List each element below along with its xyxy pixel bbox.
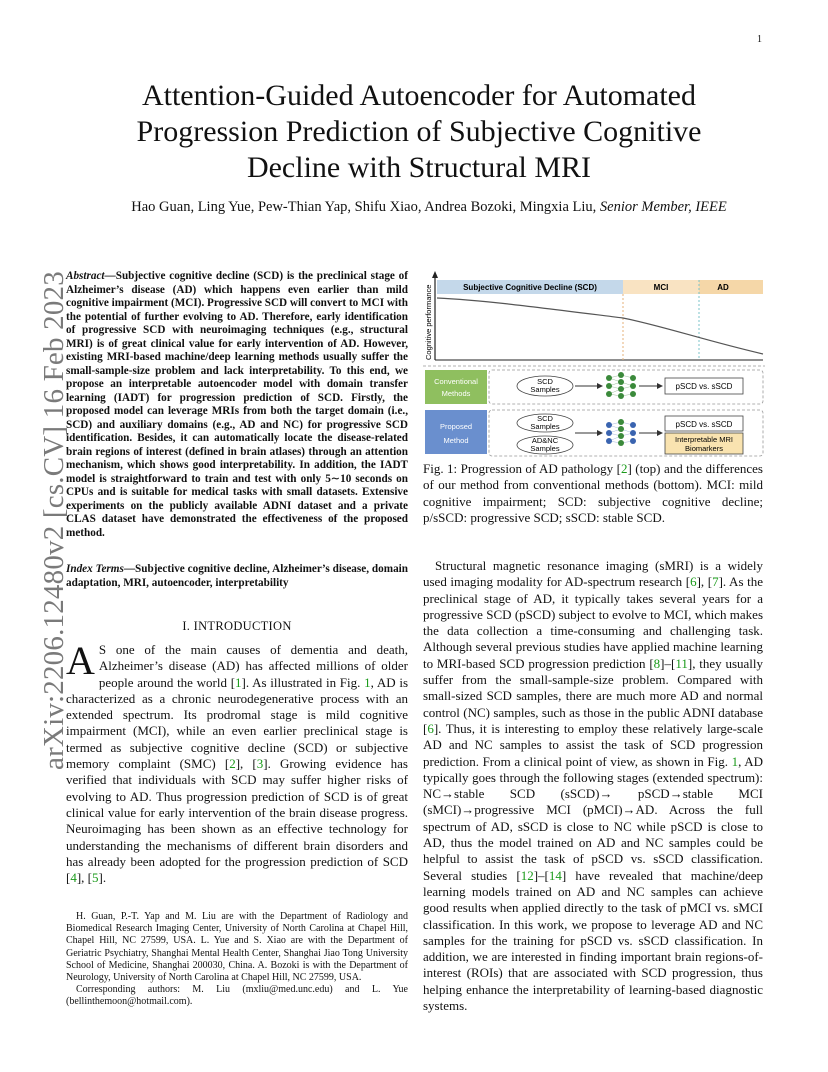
scd-samples-label-1: SCD bbox=[537, 414, 553, 423]
citation-link[interactable]: 3 bbox=[256, 756, 264, 772]
proposed-label-1: Proposed bbox=[439, 422, 473, 431]
citation-link[interactable]: 14 bbox=[548, 867, 562, 883]
author-names: Hao Guan, Ling Yue, Pew-Thian Yap, Shifu Xiao, Andrea Bozoki, Mingxia Liu, bbox=[131, 199, 597, 215]
caption-text: Fig. 1: Progression of AD pathology [ bbox=[423, 461, 621, 476]
body-text: ]. Thus, it is interesting to employ these relatively large-scale AD and NC samples to assist the task of SCD progression prediction. From a clinical point of view, as shown in Fig. bbox=[423, 720, 763, 769]
figure-1 bbox=[423, 268, 765, 458]
body-text: ], they usually suffer from the small-sample-size problem. Compared with small-sized SCD samples, there are much more AD and normal control (NC) samples, such as those in the public ADNI database [ bbox=[423, 655, 763, 736]
neural-network-icon bbox=[606, 419, 636, 446]
biomarkers-label-1: Interpretable MRI bbox=[675, 435, 733, 444]
scd-samples-label-2: Samples bbox=[530, 422, 560, 431]
conventional-output-label: pSCD vs. sSCD bbox=[675, 382, 733, 391]
cognitive-decline-curve bbox=[437, 298, 763, 354]
figure-caption bbox=[423, 461, 763, 526]
intro-text: , AD is characterized as a chronic neurodegenerative process with an extended spectrum. Its prodromal stage is mild cognitive impairment (MCI), while an even earlier preclinical stage is termed as subjective cognitive decline (SCD) or subjective memory complaint (SMC) [ bbox=[66, 674, 408, 772]
body-text: , AD typically goes through the following stages (extended spectrum): NC→stable SCD (sSCD)→ pSCD→stable MCI (sMCI)→progressive MCI (pMCI)→AD. Across the full spectrum of AD, sSCD is close to NC while pSCD is close to AD, thus the model trained on AD and NC samples could be helpful to assist the task of pSCD vs. sSCD classification. Several studies [ bbox=[423, 753, 763, 883]
abstract-label: Abstract bbox=[66, 270, 105, 282]
abstract-text: —Subjective cognitive decline (SCD) is the preclinical stage of Alzheimer’s disease (AD) which happens even earlier than mild cognitive impairment (MCI). Progressive SCD will convert to MCI with the potential of further evolving to AD. Therefore, early identification of progressive SCD with neuroimaging techniques (e.g., structural MRI) is of great clinical value for early intervention of AD. However, existing MRI-based machine/deep learning methods usually suffer the small-sample-size problem and lack interpretability. To this end, we propose an interpretable autoencoder model with domain transfer learning (IADT) for progression prediction of SCD. Firstly, the proposed model can leverage MRIs from both the target domain (i.e., SCD) and auxiliary domains (e.g., AD and NC) for progressive SCD identification. Besides, it can automatically locate the disease-related brain regions of interest (defined in brain atlases) through an attention mechanism, which shows good interpretability. In addition, the IADT model is straightforward to train and test with only 5∼10 seconds on CPUs and is suitable for medical tasks with small datasets. Extensive experiments on the publicly available ADNI dataset and a private CLAS dataset have demonstrated the effectiveness of the proposed method. bbox=[66, 270, 408, 539]
band-ad-label: AD bbox=[717, 283, 729, 292]
citation-link[interactable]: 6 bbox=[690, 574, 697, 590]
body-text: ]. As the preclinical stage of AD, it typically takes several years for a progressive SCD (pSCD) subject to evolve to MCI, which makes the data collection a time-consuming and challenging task. Although several previous studies have applied machine learning to MRI-based SCD progression prediction [ bbox=[423, 574, 763, 671]
body-text: Structural magnetic resonance imaging (sMRI) is a widely used imaging modality for AD-spectrum research [ bbox=[423, 558, 763, 590]
scd-samples-label-1: SCD bbox=[537, 377, 553, 386]
conventional-label-1: Conventional bbox=[434, 377, 478, 386]
intro-text: S one of the main causes of dementia and death, Alzheimer’s disease (AD) has affected millions of older people around the world [ bbox=[98, 642, 408, 690]
arrow-right-icon bbox=[657, 430, 663, 436]
conventional-label-2: Methods bbox=[441, 389, 471, 398]
biomarkers-label-2: Biomarkers bbox=[685, 444, 723, 453]
band-ad bbox=[699, 280, 763, 294]
section-heading: I. INTRODUCTION bbox=[182, 619, 292, 633]
author-list bbox=[60, 199, 798, 216]
citation-link[interactable]: 5 bbox=[92, 870, 99, 886]
adnc-samples-label-2: Samples bbox=[530, 444, 560, 453]
citation-link[interactable]: 12 bbox=[520, 867, 534, 883]
body-text: ]–[ bbox=[660, 655, 676, 671]
drop-cap: A bbox=[66, 638, 95, 683]
proposed-method-box bbox=[425, 410, 487, 454]
index-terms bbox=[66, 563, 408, 590]
intro-text: ]. As illustrated in Fig. bbox=[241, 674, 365, 690]
arrow-right-icon bbox=[597, 430, 603, 436]
intro-text: ]. Growing evidence has verified that individuals with SCD may suffer higher risks of evolving to AD. Thus progression prediction of SCD is of great clinical value for early intervention of the brain disease progress. Neuroimaging has been shown as an effective technology for understanding the mechanisms of different brain disorders and has already been adopted for the progression prediction of SCD [ bbox=[66, 756, 408, 886]
proposed-label-2: Method bbox=[443, 436, 469, 445]
intro-text: ], [ bbox=[235, 756, 257, 772]
introduction-paragraph bbox=[66, 638, 408, 886]
citation-link[interactable]: 4 bbox=[70, 870, 77, 886]
citation-link[interactable]: 2 bbox=[620, 461, 628, 476]
arxiv-watermark: arXiv:2206.12480v2 [cs.CV] 16 Feb 2023 bbox=[38, 271, 70, 770]
intro-text: ]. bbox=[98, 870, 107, 886]
y-axis-label: Cognitive performance bbox=[424, 284, 433, 360]
arrow-right-icon bbox=[597, 383, 603, 389]
figure-link[interactable]: 1 bbox=[731, 753, 739, 769]
author-membership: Senior Member, IEEE bbox=[599, 199, 727, 215]
neural-network-icon bbox=[606, 372, 636, 399]
paper-title: Attention-Guided Autoencoder for Automated Progression Prediction of Subjective Cognitive Decline with Structural MRI bbox=[136, 79, 702, 184]
adnc-samples-label-1: AD&NC bbox=[531, 436, 559, 445]
body-text: ], [ bbox=[696, 574, 713, 590]
band-scd-label: Subjective Cognitive Decline (SCD) bbox=[463, 283, 597, 292]
index-terms-label: Index Terms bbox=[66, 563, 124, 575]
citation-link[interactable]: 2 bbox=[229, 756, 236, 772]
band-mci-label: MCI bbox=[653, 283, 669, 292]
affiliation-footnote bbox=[66, 911, 408, 1009]
citation-link[interactable]: 6 bbox=[427, 720, 434, 736]
figure-link[interactable]: 1 bbox=[364, 674, 371, 690]
footnote-corresponding: Corresponding authors: M. Liu (mxliu@med.unc.edu) and L. Yue (bellinthemoon@hotmail.com). bbox=[66, 984, 408, 1008]
citation-link[interactable]: 8 bbox=[653, 655, 661, 671]
abstract bbox=[66, 270, 408, 540]
citation-link[interactable]: 7 bbox=[712, 574, 719, 590]
citation-link[interactable]: 11 bbox=[675, 655, 688, 671]
intro-text: ], [ bbox=[76, 870, 93, 886]
index-terms-text: —Subjective cognitive decline, Alzheimer’s disease, domain adaptation, MRI, autoencoder, interpretability bbox=[66, 563, 408, 589]
caption-text: ] (top) and the differences of our method from conventional methods (bottom). MCI: mild cognitive impairment; SCD: subjective cognitive decline; p/sSCD: progressive SCD; sSCD: stable SCD. bbox=[423, 461, 763, 525]
arrow-right-icon bbox=[657, 383, 663, 389]
scd-samples-label-2: Samples bbox=[530, 385, 560, 394]
body-text: ] have revealed that machine/deep learning models trained on AD and NC samples can achieve good results when applied directly to the task of pMCI vs. sMCI classification. In this work, we propose to leverage AD and NC samples for the training for pSCD vs. sSCD classification. In addition, we are interested in finding important brain regions-of-interest (ROIs) that are associated with SCD progression, thus helping enhance the interpretability of learning-based diagnostic systems. bbox=[423, 867, 763, 1014]
y-axis-arrow-icon bbox=[432, 271, 438, 278]
proposed-output-label: pSCD vs. sSCD bbox=[675, 420, 733, 429]
body-text: ]–[ bbox=[533, 867, 549, 883]
footnote-affiliations: H. Guan, P.-T. Yap and M. Liu are with the Department of Radiology and Biomedical Research Imaging Center, University of North Carolina at Chapel Hill, Chapel Hill, NC 27599, USA. L. Yue and S. Xiao are with the Department of Geriatric Psychiatry, Shanghai Mental Health Center, Shanghai Jiao Tong University School of Medicine, Shanghai 200030, China. A. Bozoki is with the Department of Neurology, University of North Carolina at Chapel Hill, NC 27599, USA. bbox=[66, 911, 408, 984]
page-number: 1 bbox=[757, 34, 762, 45]
citation-link[interactable]: 1 bbox=[235, 674, 242, 690]
body-paragraph bbox=[423, 558, 763, 1014]
conventional-methods-box bbox=[425, 370, 487, 404]
